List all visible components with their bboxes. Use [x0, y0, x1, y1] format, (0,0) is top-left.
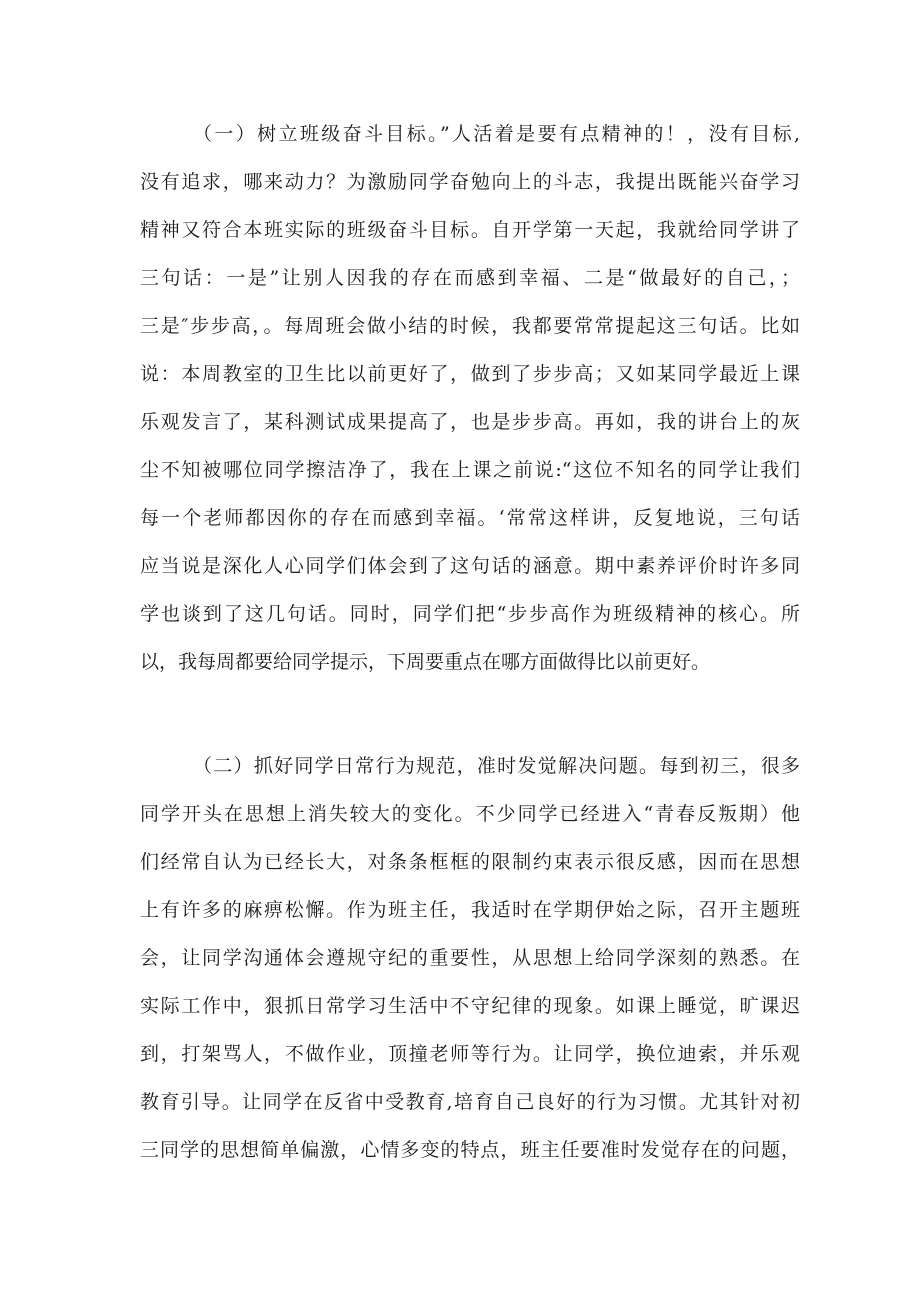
paragraph-line: 三同学的思想简单偏激，心情多变的特点，班主任要准时发觉存在的问题， — [140, 1139, 800, 1161]
paragraph-line: （一）树立班级奋斗目标。”人活着是要有点精神的！，没有目标, — [193, 123, 800, 145]
paragraph-line: 上有许多的麻痹松懈。作为班主任，我适时在学期伊始之际，召开主题班 — [140, 899, 800, 921]
paragraph-goal-setting — [140, 110, 800, 686]
paragraph-line: 说：本周教室的卫生比以前更好了，做到了步步高；又如某同学最近上课 — [140, 363, 800, 385]
paragraph-line: 没有追求，哪来动力？为激励同学奋勉向上的斗志，我提出既能兴奋学习 — [140, 171, 800, 193]
paragraph-line: 应当说是深化人心同学们体会到了这句话的涵意。期中素养评价时许多同 — [140, 555, 800, 577]
paragraph-line: 每一个老师都因你的存在而感到幸福。‘常常这样讲，反复地说，三句话 — [140, 507, 800, 529]
paragraph-line: 同学开头在思想上消失较大的变化。不少同学已经进入“青春反叛期）他 — [140, 803, 800, 825]
paragraph-line: 到，打架骂人，不做作业，顶撞老师等行为。让同学，换位迪索，并乐观 — [140, 1043, 800, 1065]
paragraph-line: 们经常自认为已经长大，对条条框框的限制约束表示很反感，因而在思想 — [140, 851, 800, 873]
paragraph-line: （二）抓好同学日常行为规范，准时发觉解决问题。每到初三，很多 — [193, 755, 800, 777]
paragraph-line: 尘不知被哪位同学擦洁净了，我在上课之前说:“这位不知名的同学让我们 — [140, 459, 800, 481]
paragraph-line: 三句话：一是”让别人因我的存在而感到幸福、二是“做最好的自己，； — [140, 267, 800, 289]
paragraph-line: 三是″步步高，。每周班会做小结的时候，我都要常常提起这三句话。比如 — [140, 315, 800, 337]
paragraph-line: 实际工作中，狠抓日常学习生活中不守纪律的现象。如课上睡觉，旷课迟 — [140, 995, 800, 1017]
paragraph-line: 精神又符合本班实际的班级奋斗目标。自开学第一天起，我就给同学讲了 — [140, 219, 800, 241]
paragraph-line: 学也谈到了这几句话。同时，同学们把“步步高作为班级精神的核心。所 — [140, 603, 800, 625]
paragraph-line: 以，我每周都要给同学提示，下周要重点在哪方面做得比以前更好。 — [140, 651, 711, 673]
paragraph-behavior-norms — [140, 742, 800, 1174]
paragraph-line: 乐观发言了，某科测试成果提高了，也是步步高。再如，我的讲台上的灰 — [140, 411, 800, 433]
paragraph-line: 会，让同学沟通体会遵规守纪的重要性，从思想上给同学深刻的熟悉。在 — [140, 947, 800, 969]
paragraph-line: 教育引导。让同学在反省中受教育,培育自己良好的行为习惯。尤其针对初 — [140, 1091, 800, 1113]
